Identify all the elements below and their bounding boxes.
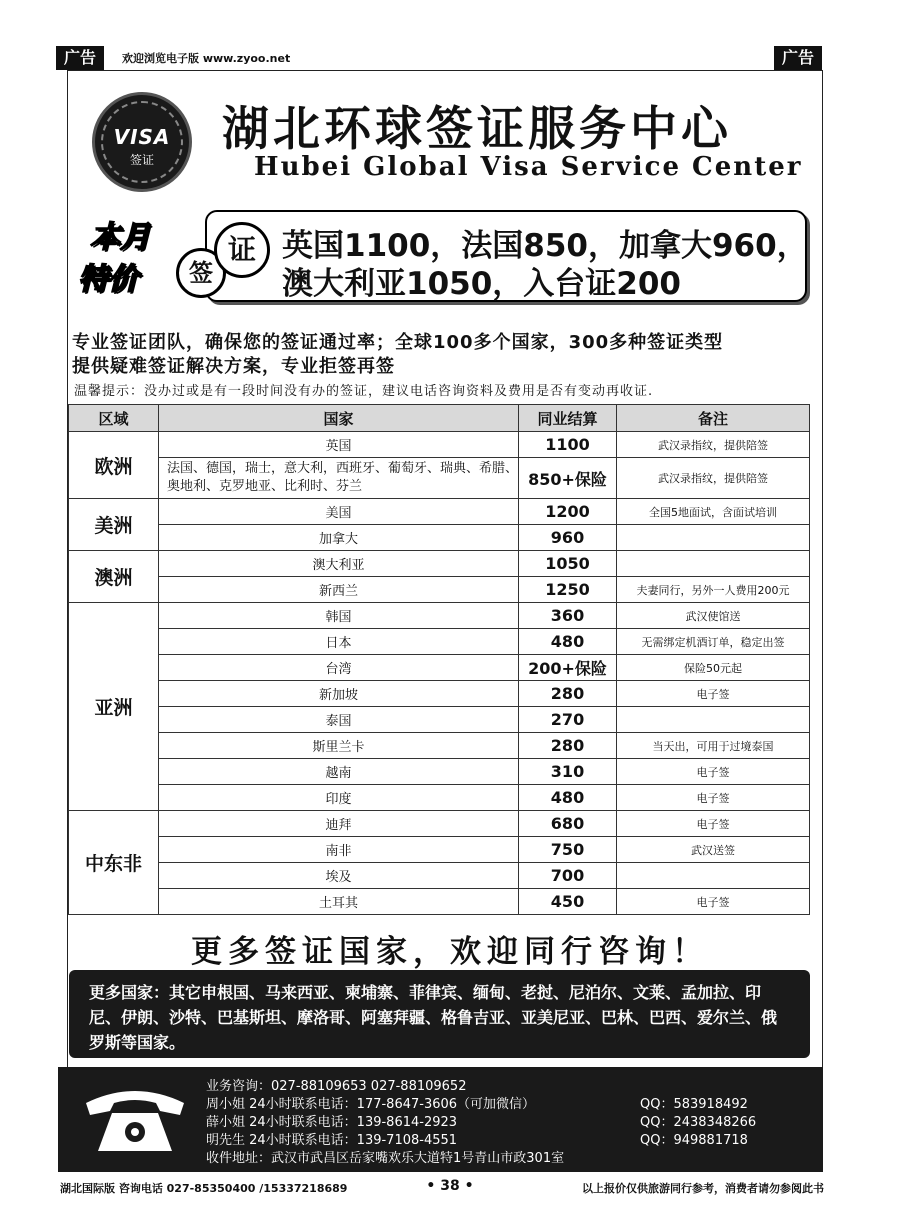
country-cell: 韩国 [159, 603, 519, 629]
promo-line-1: 英国1100，法国850，加拿大960， [282, 228, 808, 264]
note-cell: 武汉录指纹，提供陪签 [617, 432, 810, 458]
table-row [69, 863, 810, 889]
note-cell: 电子签 [617, 681, 810, 707]
price-cell: 960 [519, 525, 617, 551]
page-title-en: Hubei Global Visa Service Center [254, 152, 803, 182]
note-cell: 电子签 [617, 811, 810, 837]
region-cell: 澳洲 [69, 551, 159, 603]
note-cell: 电子签 [617, 759, 810, 785]
note-cell: 无需绑定机酒订单，稳定出签 [617, 629, 810, 655]
table-row [69, 785, 810, 811]
note-cell [617, 525, 810, 551]
price-cell: 680 [519, 811, 617, 837]
price-cell: 480 [519, 785, 617, 811]
cta-banner: 更多签证国家，欢迎同行咨询！ [191, 934, 709, 970]
table-row [69, 432, 810, 458]
table-row [69, 525, 810, 551]
price-cell: 1200 [519, 499, 617, 525]
table-row [69, 499, 810, 525]
contact-business: 业务咨询：027-88109653 027-88109652 [206, 1079, 467, 1094]
country-cell: 英国 [159, 432, 519, 458]
region-cell: 美洲 [69, 499, 159, 551]
table-row [69, 629, 810, 655]
note-cell: 当天出，可用于过境泰国 [617, 733, 810, 759]
note-cell: 夫妻同行，另外一人费用200元 [617, 577, 810, 603]
country-cell: 泰国 [159, 707, 519, 733]
logo-sub: 签证 [129, 153, 154, 167]
note-cell: 武汉送签 [617, 837, 810, 863]
region-cell: 中东非 [69, 811, 159, 915]
price-cell: 310 [519, 759, 617, 785]
note-cell: 保险50元起 [617, 655, 810, 681]
table-header-row [69, 405, 810, 432]
col-header-region: 区域 [69, 405, 159, 432]
price-cell: 1100 [519, 432, 617, 458]
note-cell [617, 551, 810, 577]
promo-line-2: 澳大利亚1050，入台证200 [282, 266, 681, 302]
price-cell: 360 [519, 603, 617, 629]
badge-visa-1: 证 [214, 222, 270, 278]
col-header-country: 国家 [159, 405, 519, 432]
price-cell: 1050 [519, 551, 617, 577]
page-title: 湖北环球签证服务中心 [222, 102, 732, 157]
table-row [69, 577, 810, 603]
table-row [69, 603, 810, 629]
price-cell: 750 [519, 837, 617, 863]
table-row [69, 458, 810, 499]
country-cell: 埃及 [159, 863, 519, 889]
price-cell: 280 [519, 733, 617, 759]
laurel-ring-icon [101, 101, 183, 183]
price-cell: 280 [519, 681, 617, 707]
note-cell: 全国5地面试，含面试培训 [617, 499, 810, 525]
price-cell: 480 [519, 629, 617, 655]
telephone-icon [80, 1083, 190, 1155]
footer-right: 以上报价仅供旅游同行参考，消费者请勿参阅此书 [582, 1182, 824, 1195]
more-countries: 更多国家：其它申根国、马来西亚、柬埔寨、菲律宾、缅甸、老挝、尼泊尔、文莱、孟加拉、印尼、伊朗、沙特、巴基斯坦、摩洛哥、阿塞拜疆、格鲁吉亚、亚美尼亚、巴林、巴西、爱尔兰、俄罗斯等国家。 [69, 970, 810, 1058]
price-cell: 450 [519, 889, 617, 915]
table-row [69, 759, 810, 785]
warm-tip: 温馨提示：没办过或是有一段时间没有办的签证，建议电话咨询资料及费用是否有变动再收证. [74, 384, 654, 399]
contact-bar [58, 1067, 823, 1172]
country-cell: 迪拜 [159, 811, 519, 837]
slogan-line-1: 专业签证团队，确保您的签证通过率；全球100多个国家，300多种签证类型 [72, 332, 724, 353]
ad-tag-right: 广告 [774, 46, 822, 70]
country-cell: 加拿大 [159, 525, 519, 551]
country-cell: 新西兰 [159, 577, 519, 603]
site-note: 欢迎浏览电子版 www.zyoo.net [122, 52, 291, 65]
country-cell: 土耳其 [159, 889, 519, 915]
promo-badge [72, 210, 272, 306]
table-row [69, 551, 810, 577]
region-cell: 亚洲 [69, 603, 159, 811]
table-row [69, 811, 810, 837]
badge-special: 特价 [78, 262, 138, 297]
note-cell: 电子签 [617, 889, 810, 915]
page-number: • 38 • [426, 1178, 474, 1194]
country-cell: 印度 [159, 785, 519, 811]
table-row [69, 889, 810, 915]
price-cell: 270 [519, 707, 617, 733]
table-body [69, 432, 810, 915]
col-header-note: 备注 [617, 405, 810, 432]
country-cell: 斯里兰卡 [159, 733, 519, 759]
table-row [69, 655, 810, 681]
note-cell: 电子签 [617, 785, 810, 811]
country-cell: 澳大利亚 [159, 551, 519, 577]
promo-box [205, 210, 807, 302]
country-cell: 美国 [159, 499, 519, 525]
country-cell: 法国、德国，瑞士，意大利，西班牙、葡萄牙、瑞典、希腊、奥地利、克罗地亚、比利时、芬兰 [159, 458, 519, 499]
note-cell: 武汉使馆送 [617, 603, 810, 629]
qq-1: QQ：583918492 [640, 1097, 748, 1112]
price-cell: 700 [519, 863, 617, 889]
country-cell: 南非 [159, 837, 519, 863]
country-cell: 越南 [159, 759, 519, 785]
logo-brand: VISA [113, 125, 171, 149]
badge-visa-2: 签 [176, 248, 226, 298]
ad-tag-left: 广告 [56, 46, 104, 70]
col-header-price: 同业结算 [519, 405, 617, 432]
contact-address: 收件地址：武汉市武昌区岳家嘴欢乐大道特1号青山市政301室 [206, 1151, 565, 1166]
table-row [69, 681, 810, 707]
visa-price-table [68, 404, 810, 915]
slogan-line-2: 提供疑难签证解决方案，专业拒签再签 [72, 356, 395, 377]
contact-person-2: 薛小姐 24小时联系电话：139-8614-2923 [206, 1115, 458, 1130]
table-row [69, 707, 810, 733]
country-cell: 日本 [159, 629, 519, 655]
region-cell: 欧洲 [69, 432, 159, 499]
note-cell [617, 863, 810, 889]
price-cell: 1250 [519, 577, 617, 603]
note-cell: 武汉录指纹，提供陪签 [617, 458, 810, 499]
table-row [69, 733, 810, 759]
price-cell: 200+保险 [519, 655, 617, 681]
country-cell: 新加坡 [159, 681, 519, 707]
footer-left: 湖北国际版 咨询电话 027-85350400 /15337218689 [60, 1182, 348, 1195]
qq-2: QQ：2438348266 [640, 1115, 757, 1130]
badge-month: 本月 [90, 220, 150, 255]
qq-3: QQ：949881718 [640, 1133, 748, 1148]
note-cell [617, 707, 810, 733]
contact-person-1: 周小姐 24小时联系电话：177-8647-3606（可加微信） [206, 1097, 536, 1112]
contact-person-3: 明先生 24小时联系电话：139-7108-4551 [206, 1133, 458, 1148]
price-cell: 850+保险 [519, 458, 617, 499]
country-cell: 台湾 [159, 655, 519, 681]
table-row [69, 837, 810, 863]
visa-logo [92, 92, 192, 192]
